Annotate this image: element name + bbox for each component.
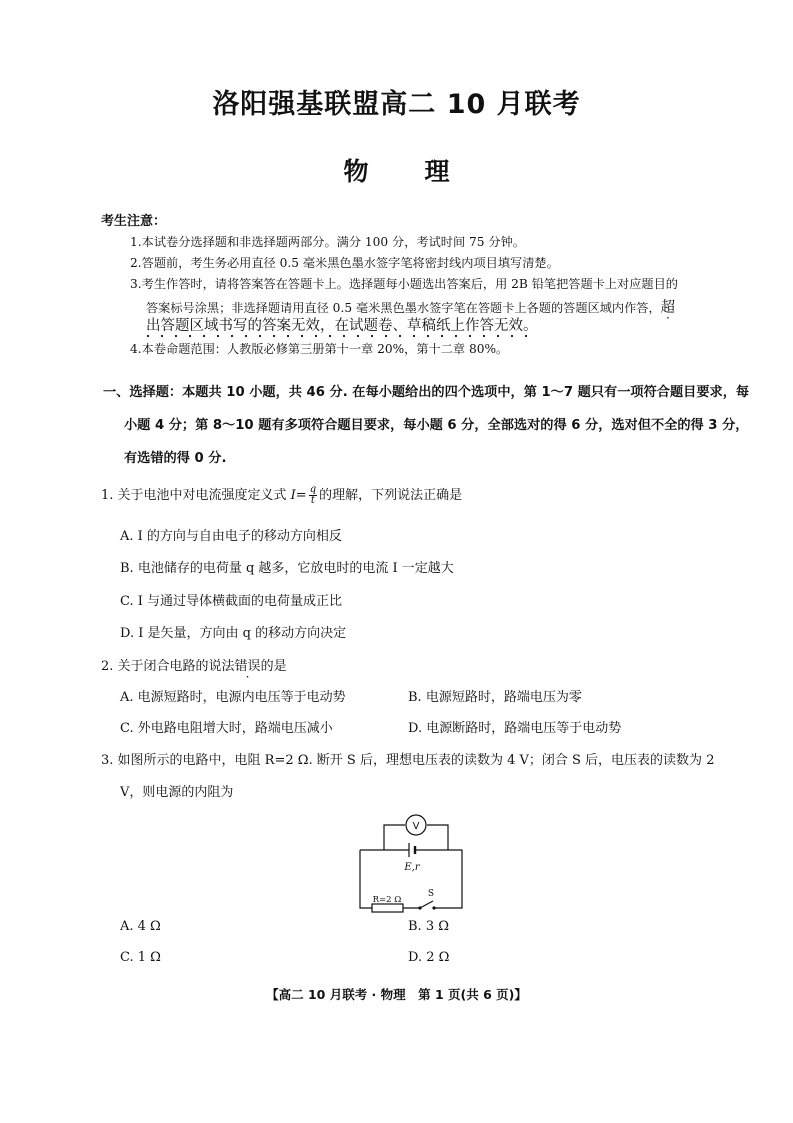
formula-denominator: t [310, 495, 315, 506]
question-2-stem [101, 655, 287, 674]
notice-item-3-line-2-text: 答案标号涂黑；非选择题请用直径 0.5 毫米黑色墨水签字笔在答题卡上各题的答题区域内作答， [146, 301, 661, 315]
notice-item-1: 1.本试卷分选择题和非选择题两部分。满分 100 分，考试时间 75 分钟。 [130, 235, 525, 249]
exam-title: 洛阳强基联盟高二 10 月联考 [212, 89, 581, 120]
circuit-diagram [356, 810, 468, 914]
section-1-line-3: 有选错的得 0 分. [124, 451, 227, 466]
resistor-label: R=2 Ω [372, 895, 402, 905]
source-label: E,r [404, 862, 420, 873]
page-footer: 【高二 10 月联考 · 物理 第 1 页(共 6 页)】 [266, 987, 527, 1002]
switch-contact-right [432, 906, 435, 909]
question-1-formula-lhs: I= [290, 488, 307, 503]
question-3-option-a: A. 4 Ω [120, 919, 161, 934]
question-1-option-c: C. I 与通过导体横截面的电荷量成正比 [120, 594, 343, 609]
question-2-option-a: A. 电源短路时，电源内电压等于电动势 [120, 690, 346, 705]
notice-heading: 考生注意： [101, 214, 167, 229]
question-3-option-c: C. 1 Ω [120, 950, 161, 965]
question-3-stem-line-2: V，则电源的内阻为 [120, 785, 234, 800]
question-1-option-d: D. I 是矢量，方向由 q 的移动方向决定 [120, 626, 347, 641]
notice-item-4: 4.本卷命题范围：人教版必修第三册第十一章 20%，第十二章 80%。 [130, 342, 509, 356]
switch-label: S [427, 889, 435, 899]
question-1-stem-post: 的理解，下列说法正确是 [319, 488, 463, 503]
formula-numerator: q [309, 484, 317, 495]
question-2-stem-post: 的是 [260, 659, 287, 674]
question-1-stem [101, 484, 462, 506]
question-2-option-c: C. 外电路电阻增大时，路端电压减小 [120, 721, 333, 736]
question-3-option-d: D. 2 Ω [408, 950, 450, 965]
question-1-option-b: B. 电池储存的电荷量 q 越多，它放电时的电流 I 一定越大 [120, 561, 454, 576]
notice-item-2: 2.答题前，考生务必用直径 0.5 毫米黑色墨水签字笔将密封线内项目填写清楚。 [130, 256, 559, 270]
voltmeter-label: V [412, 821, 420, 832]
question-2-option-b: B. 电源短路时，路端电压为零 [408, 690, 582, 705]
question-2-option-d: D. 电源断路时，路端电压等于电动势 [408, 721, 622, 736]
question-1-stem-pre: 1. 关于电池中对电流强度定义式 [101, 488, 291, 503]
question-1-option-a: A. I 的方向与自由电子的移动方向相反 [120, 529, 342, 544]
notice-item-3-line-1: 3.考生作答时，请将答案答在答题卡上。选择题每小题选出答案后，用 2B 铅笔把答题卡上对应题目的 [130, 277, 678, 291]
subject-title: 物理 [343, 157, 506, 186]
question-1-formula-fraction [309, 485, 317, 506]
question-2-stem-emphasis: 错误 [234, 659, 261, 674]
question-2-stem-pre: 2. 关于闭合电路的说法 [101, 659, 235, 674]
notice-item-3-line-3: 出答题区域书写的答案无效，在试题卷、草稿纸上作答无效。 [146, 318, 538, 334]
notice-item-3-line-2-end: 超 [660, 300, 676, 316]
section-1-line-1: 一、选择题：本题共 10 小题，共 46 分. 在每小题给出的四个选项中，第 1～7 题只有一项符合题目要求，每 [103, 385, 750, 400]
emphasis-dots [138, 334, 538, 338]
question-3-stem-line-1: 3. 如图所示的电路中，电阻 R=2 Ω. 断开 S 后，理想电压表的读数为 4 V；闭合 S 后，电压表的读数为 2 [101, 753, 715, 768]
question-3-option-b: B. 3 Ω [408, 919, 449, 934]
section-1-line-2: 小题 4 分；第 8～10 题有多项符合题目要求，每小题 6 分，全部选对的得 6 分，选对但不全的得 3 分， [124, 418, 749, 433]
switch-contact-left [418, 906, 421, 909]
